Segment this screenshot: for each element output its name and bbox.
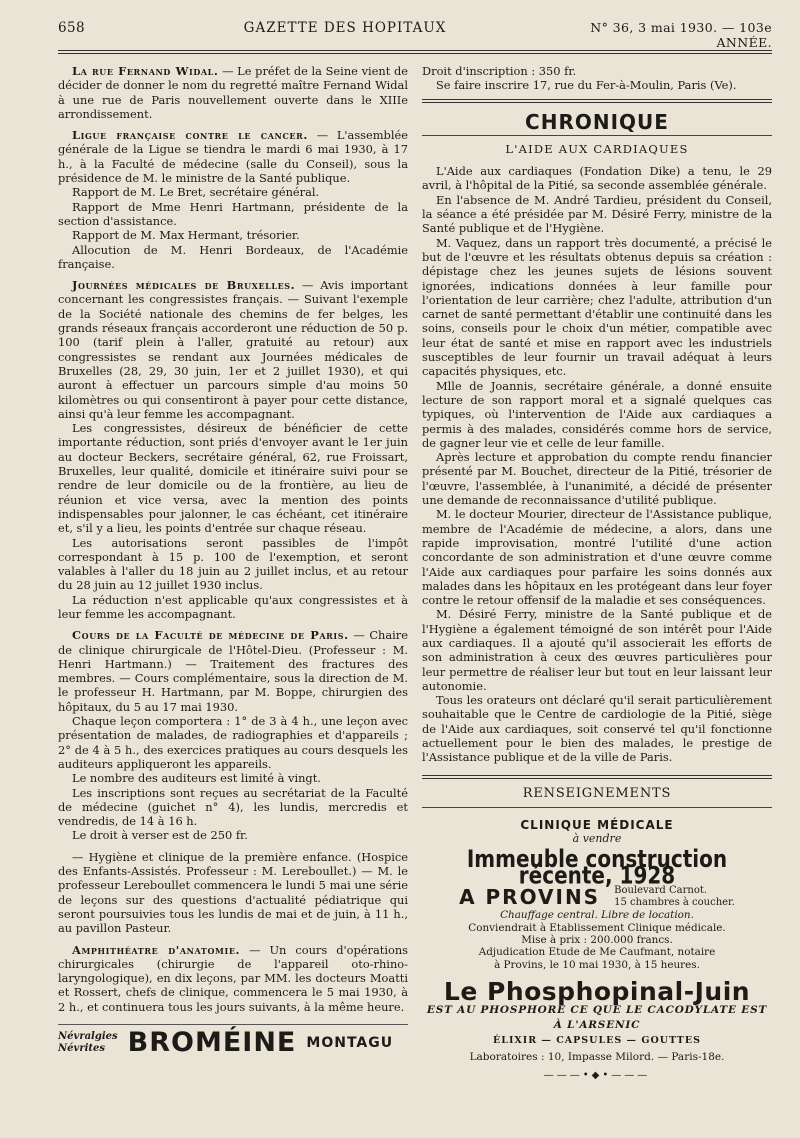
page-number: 658 bbox=[58, 20, 85, 36]
rens-underline bbox=[422, 807, 772, 808]
phosphopinal-brand: Le Phosphopinal-Juin bbox=[443, 977, 751, 1007]
bromeine-maker: MONTAGU bbox=[306, 1034, 394, 1051]
phosphopinal-ad: Le Phosphopinal-Juin EST AU PHOSPHORE CE QUE LE CACODYLATE EST À L'ARSENIC ÉLIXIR — CAPSULES — GOUTTES Laboratoires : 10, Impasse Milord. — Paris-18e. ———•◆•——— bbox=[422, 985, 772, 1083]
aide-cardiaques-heading: L'AIDE AUX CARDIAQUES bbox=[505, 141, 689, 156]
clinique-ad: CLINIQUE MÉDICALE à vendre Immeuble construction récente, 1928 A PROVINS Boulevard Carnot. 15 chambres à coucher. Chauffage central. Libre de location. Conviendrait à Etablissement Clinique médicale. Mise à prix : 200.000 francs. Adjudication Etude de Me Caufmant, notaire à Provins, le 10 mai 1930, à 15 heures. bbox=[459, 817, 735, 971]
chronique-rule bbox=[422, 135, 772, 136]
page-header bbox=[58, 20, 772, 50]
article-cours-faculte: Cours de la Faculté de médecine de Paris. — Chaire de clinique chirurgicale de l'Hôtel-Dieu. (Professeur : M. Henri Hartmann.) — Traitement des fractures des membres. — Cours complémentaire, sous la direction de M. le professeur H. Hartmann, par M. Boppe, chirurgien des hôpitaux, du 5 au 17 mai 1930. Chaque leçon comportera : 1° de 3 à 4 h., une leçon avec présentation de malades, de radiographies et d'appareils ; 2° de 4 à 5 h., des exercices pratiques au cours desquels les auditeurs appliqueront les appareils. Le nombre des auditeurs est limité à vingt. Les inscriptions sont reçues au secrétariat de la Faculté de médecine (guichet n° 4), les lundis, mercredis et vendredis, de 14 à 16 h. Le droit à verser est de 250 fr. bbox=[58, 628, 408, 843]
bromeine-ad bbox=[58, 1024, 408, 1058]
columns bbox=[58, 64, 772, 1083]
bromeine-indications: Névralgies Névrites bbox=[58, 1031, 118, 1054]
inscription-fee: Droit d'inscription : 350 fr. bbox=[422, 64, 577, 78]
header-rule bbox=[58, 50, 772, 54]
chronique-title: CHRONIQUE bbox=[525, 109, 669, 134]
issue-info: N° 36, 3 mai 1930. — 103e ANNÉE. bbox=[590, 20, 772, 50]
rens-rule bbox=[422, 775, 772, 779]
left-column bbox=[58, 64, 408, 1083]
journal-title: GAZETTE DES HOPITAUX bbox=[243, 20, 447, 36]
article-ligue-cancer: Ligue française contre le cancer. — L'assemblée générale de la Ligue se tiendra le mardi 6 mai 1930, à 17 h., à la Faculté de médecine (salle du Conseil), sous la présidence de M. le ministre de la Santé publique. Rapport de M. Le Bret, secrétaire général. Rapport de Mme Henri Hartmann, présidente de la section d'assistance. Rapport de M. Max Hermant, trésorier. Allocution de M. Henri Bordeaux, de l'Académie française. bbox=[58, 128, 408, 271]
renseignements-title: RENSEIGNEMENTS bbox=[522, 785, 672, 801]
article-rue-widal: La rue Fernand Widal. — Le préfet de la Seine vient de décider de donner le nom du regretté maître Fernand Widal à une rue de Paris nouvellement ouverte dans le XIIIe arrondissement. bbox=[58, 64, 408, 121]
ornament-icon: ———•◆•——— bbox=[543, 1069, 651, 1081]
article-premiere-enfance: — Hygiène et clinique de la première enfance. (Hospice des Enfants-Assistés. Professeur : M. Lereboullet.) — M. le professeur Lereboullet commencera le lundi 5 mai une série de leçons sur des questions d'actualité pédiatrique qui seront poursuivies tous les lundis de mai et de juin, à 11 h., au pavillon Pasteur. bbox=[58, 849, 408, 936]
bromeine-brand: BROMÉINE bbox=[127, 1026, 297, 1058]
article-journees-bruxelles: Journées médicales de Bruxelles. — Avis important concernant les congressistes français. — Suivant l'exemple de la Société nationale des chemins de fer belges, les grands réseaux français accorderont une réduction de 50 p. 100 (tarif plein à l'aller, gratuité au retour) aux congressistes se rendant aux Journées médicales de Bruxelles (28, 29, 30 juin, 1er et 2 juillet 1930), et qui auront à effectuer un parcours simple d'au moins 50 kilomètres ou qui consentiront à payer pour cette distance, ainsi qu'à leur femme les accompagnant. Les congressistes, désireux de bénéficier de cette importante réduction, sont priés d'envoyer avant le 1er juin au docteur Beckers, secrétaire général, 62, rue Froissart, Bruxelles, leur qualité, domicile et itinéraire suivi pour se rendre de leur domicile ou de la frontière, au lieu de réunion et vice versa, avec la mention des points indispensables pour jalonner, le cas échéant, cet itinéraire et, s'il y a lieu, les points d'entrée sur chaque réseau. Les autorisations seront passibles de l'impôt correspondant à 15 p. 100 de l'exemption, et seront valables à l'aller du 18 juin au 2 juillet inclus, et au retour du 28 juin au 12 juillet 1930 inclus. La réduction n'est applicable qu'aux congressistes et à leur femme les accompagnant. bbox=[58, 278, 408, 621]
article-amphitheatre: Amphithéatre d'anatomie. — Un cours d'opérations chirurgicales (chirurgie de l'appareil oto-rhino-laryngologique), en dix leçons, par MM. les docteurs Moatti et Rossert, chefs de clinique, commencera le 5 mai 1930, à 2 h., et continuera tous les jours suivants, à la même heure. bbox=[58, 942, 409, 1014]
section-rule bbox=[422, 99, 772, 103]
inscription-address: Se faire inscrire 17, rue du Fer-à-Moulin, Paris (Ve). bbox=[436, 78, 737, 93]
right-column: Droit d'inscription : 350 fr. Se faire inscrire 17, rue du Fer-à-Moulin, Paris (Ve). CHRONIQUE L'AIDE AUX CARDIAQUES L'Aide aux cardiaques (Fondation Dike) a tenu, le 29 avril, à l'hôpital de la Pitié, sa seconde assemblée générale. En l'absence de M. André Tardieu, président du Conseil, la séance a été présidée par M. Désiré Ferry, ministre de la Santé publique et de l'Hygiène. M. Vaquez, dans un rapport très documenté, a précisé le but de l'œuvre et les résultats obtenus depuis sa création : dépistage chez les jeunes sujets de lésions souvent ignorées, indications données à leur famille pour l'orientation de leur carrière; chez l'adulte, attribution d'un carnet de santé permettant d'établir une continuité dans les soins, conseils pour le choix d'un métier, compatible avec leur état de santé et mise en rapport avec les industriels susceptibles de leur fournir un travail adéquat à leurs capacités physiques, etc. Mlle de Joannis, secrétaire générale, a donné ensuite lecture de son rapport moral et a signalé quelques cas typiques, où l'intervention de l'Aide aux cardiaques a permis à des malades, considérés comme hors de service, de gagner leur vie et celle de leur famille. Après lecture et approbation du compte rendu financier présenté par M. Bouchet, directeur de la Pitié, trésorier de l'œuvre, l'assemblée, à l'unanimité, a décidé de présenter une demande de reconnaissance d'utilité publique. M. le docteur Mourier, directeur de l'Assistance publique, membre de l'Académie de médecine, a alors, dans une rapide improvisation, montré l'utilité d'une action concordante de son administration et d'une œuvre comme l'Aide aux cardiaques pour parfaire les soins donnés aux malades dans les hôpitaux en les protégeant dans leur foyer contre le retour offensif de la maladie et ses conséquences. M. Désiré Ferry, ministre de la Santé publique et de l'Hygiène a également témoigné de son intérêt pour l'Aide aux cardiaques. Il a ajouté qu'il associerait les efforts de son administration à ceux des œuvres particulières pour leur permettre de réaliser leur but tout en leur laissant leur autonomie. Tous les orateurs ont déclaré qu'il serait particulièrement souhaitable que le Centre de cardiologie de la Pitié, siège de l'Aide aux cardiaques, soit conservé tel qu'il fonctionne actuellement pour le bien des malades, le prestige de l'Assistance publique et de la ville de Paris. RENSEIGNEMENTS CLINIQUE MÉDICALE à vendre Immeuble construction récente, 1928 A PROVINS Boulevard Carnot. 15 chambres à coucher. Chauffage central. Libre de location. Conviendrait à Etablissement Clinique médicale. Mise à prix : 200.000 francs. Adjudication Etude de Me Caufmant, notaire à Provins, le 10 mai 1930, à 15 heures. Le Phosphopinal-Juin EST AU PHOSPHORE CE QUE LE CACODYLATE EST À L'ARSENIC ÉLIXIR — CAPSULES — GOUTTES Laboratoires : 10, Impasse Milord. — Paris-18e. ———•◆•——— bbox=[422, 64, 772, 1083]
